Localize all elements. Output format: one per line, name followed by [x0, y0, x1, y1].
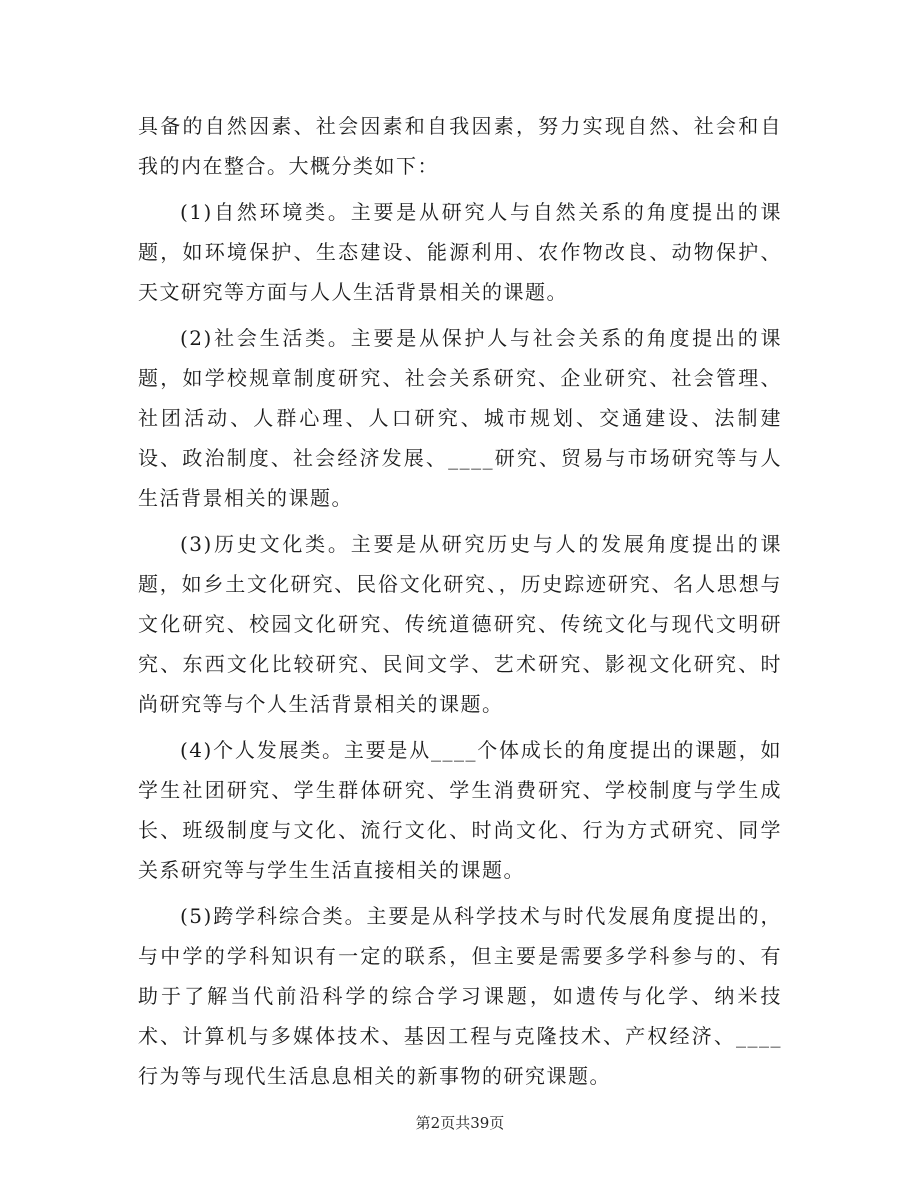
paragraph-history-culture: (3)历史文化类。主要是从研究历史与人的发展角度提出的课题，如乡土文化研究、民俗文化研究、，历史踪迹研究、名人思想与文化研究、校园文化研究、传统道德研究、传统文化与现代文明研究、东西文化比较研究、民间文学、艺术研究、影视文化研究、时尚研究等与个人生活背景相关的课题。 — [138, 532, 782, 716]
paragraph-social-life: (2)社会生活类。主要是从保护人与社会关系的角度提出的课题，如学校规章制度研究、社会关系研究、企业研究、社会管理、社团活动、人群心理、人口研究、城市规划、交通建设、法制建设、政治制度、社会经济发展、____研究、贸易与市场研究等与人生活背景相关的课题。 — [138, 326, 782, 510]
paragraph-personal-development: (4)个人发展类。主要是从____个体成长的角度提出的课题，如学生社团研究、学生群体研究、学生消费研究、学校制度与学生成长、班级制度与文化、流行文化、时尚文化、行为方式研究、同学关系研究等与学生生活直接相关的课题。 — [138, 738, 782, 882]
page-number-footer: 第2页共39页 — [415, 1114, 505, 1132]
document-body — [138, 106, 782, 1102]
paragraph-interdisciplinary: (5)跨学科综合类。主要是从科学技术与时代发展角度提出的，与中学的学科知识有一定的联系，但主要是需要多学科参与的、有助于了解当代前沿科学的综合学习课题，如遗传与化学、纳米技术、计算机与多媒体技术、基因工程与克隆技术、产权经济、____行为等与现代生活息息相关的新事物的研究课题。 — [138, 904, 782, 1088]
paragraph-natural-environment: (1)自然环境类。主要是从研究人与自然关系的角度提出的课题，如环境保护、生态建设、能源利用、农作物改良、动物保护、天文研究等方面与人人生活背景相关的课题。 — [138, 200, 782, 304]
paragraph-intro-continuation: 具备的自然因素、社会因素和自我因素，努力实现自然、社会和自我的内在整合。大概分类如下： — [138, 114, 782, 178]
